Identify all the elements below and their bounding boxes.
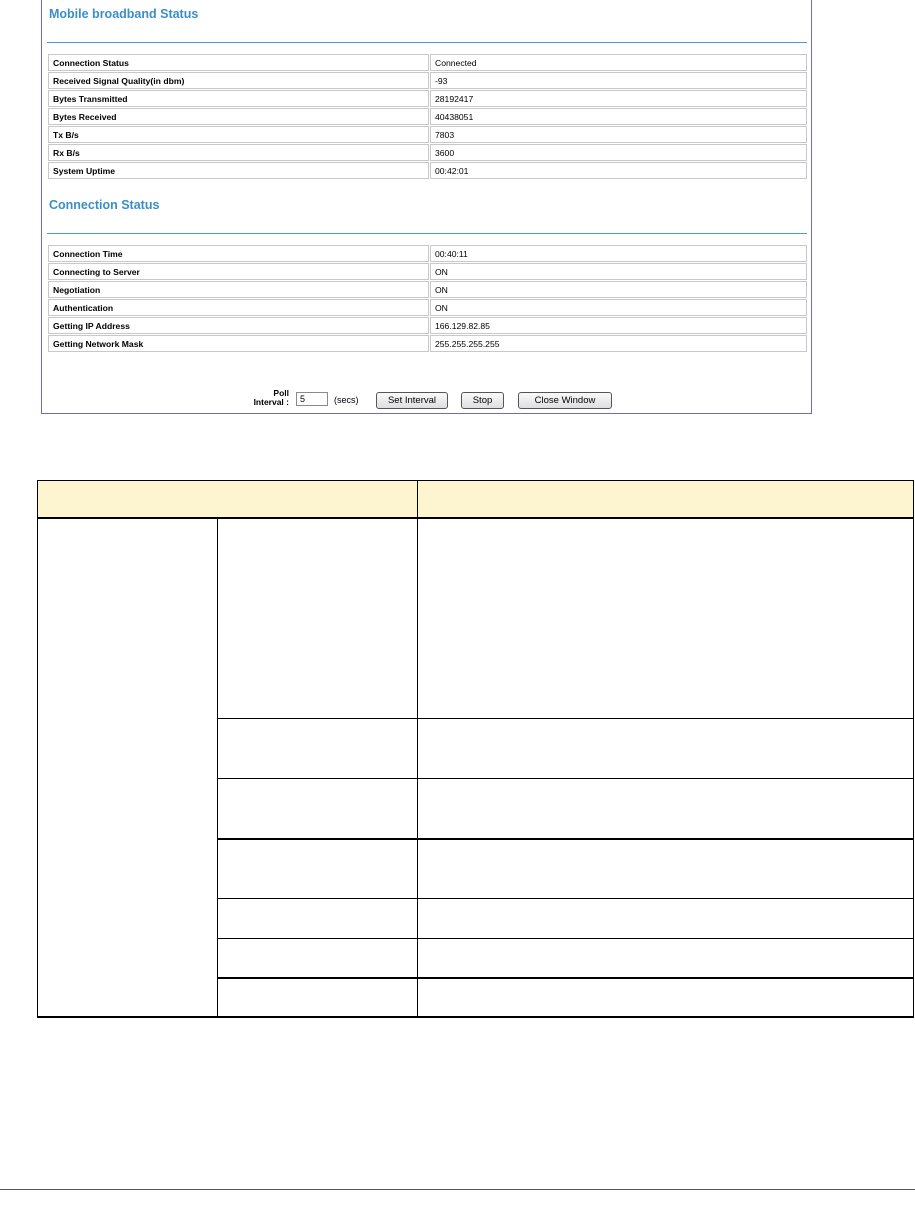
mobile-broadband-table [47, 53, 808, 180]
table-cell [218, 898, 418, 938]
table-cell [218, 518, 418, 718]
table-cell [418, 977, 914, 1017]
row-value: 28192417 [430, 90, 807, 107]
row-value: 7803 [430, 126, 807, 143]
table-row [48, 108, 807, 125]
stop-button[interactable]: Stop [461, 392, 504, 409]
table-row [48, 162, 807, 179]
row-value: ON [430, 263, 807, 280]
poll-label-line2: Interval : [253, 397, 289, 407]
grid-line [217, 518, 218, 1018]
row-label: Getting Network Mask [48, 335, 429, 352]
grid-line [37, 517, 914, 519]
table-row [48, 144, 807, 161]
grid-line [218, 718, 914, 719]
poll-controls [42, 389, 813, 413]
row-label: System Uptime [48, 162, 429, 179]
row-value: 255.255.255.255 [430, 335, 807, 352]
row-label: Connecting to Server [48, 263, 429, 280]
grid-line [218, 838, 914, 840]
table-cell [218, 838, 418, 898]
row-label: Bytes Received [48, 108, 429, 125]
grid-line [37, 480, 914, 481]
footer-divider [0, 1189, 915, 1190]
group-cell [37, 518, 218, 1017]
table-row [48, 90, 807, 107]
grid-line [218, 898, 914, 899]
grid-line [218, 977, 914, 979]
table-row [48, 72, 807, 89]
table-row [48, 335, 807, 352]
row-value: 40438051 [430, 108, 807, 125]
table-row [48, 54, 807, 71]
row-value: ON [430, 281, 807, 298]
row-label: Received Signal Quality(in dbm) [48, 72, 429, 89]
table-cell [218, 718, 418, 778]
poll-unit: (secs) [334, 395, 359, 405]
grid-line [37, 1016, 914, 1018]
poll-interval-input[interactable] [296, 392, 328, 406]
row-label: Getting IP Address [48, 317, 429, 334]
table-cell [218, 778, 418, 838]
row-value: ON [430, 299, 807, 316]
row-value: Connected [430, 54, 807, 71]
table-row [48, 299, 807, 316]
table-cell [418, 518, 914, 718]
table-row [48, 245, 807, 262]
header-cell-setting [37, 480, 418, 518]
header-cell-description [418, 480, 914, 518]
row-value: 3600 [430, 144, 807, 161]
set-interval-button[interactable]: Set Interval [376, 392, 448, 409]
poll-label-line1: Poll [273, 388, 289, 398]
table-cell [218, 938, 418, 977]
table-cell [418, 838, 914, 898]
table-row [48, 317, 807, 334]
description-table [37, 480, 914, 1017]
close-window-button[interactable]: Close Window [518, 392, 612, 409]
mobile-broadband-title: Mobile broadband Status [49, 7, 199, 21]
row-value: 00:42:01 [430, 162, 807, 179]
row-value: -93 [430, 72, 807, 89]
poll-interval-label [247, 389, 289, 407]
grid-line [218, 778, 914, 779]
grid-line [37, 480, 38, 1018]
table-row [48, 263, 807, 280]
row-label: Connection Status [48, 54, 429, 71]
section-divider [47, 42, 807, 43]
table-cell [418, 718, 914, 778]
row-label: Tx B/s [48, 126, 429, 143]
connection-status-table [47, 244, 808, 353]
table-row [48, 126, 807, 143]
grid-line [218, 938, 914, 939]
row-label: Connection Time [48, 245, 429, 262]
row-label: Authentication [48, 299, 429, 316]
connection-status-title: Connection Status [49, 198, 160, 212]
row-label: Bytes Transmitted [48, 90, 429, 107]
status-window [41, 0, 812, 414]
row-label: Negotiation [48, 281, 429, 298]
row-value: 00:40:11 [430, 245, 807, 262]
section-divider [47, 233, 807, 234]
row-value: 166.129.82.85 [430, 317, 807, 334]
table-cell [218, 977, 418, 1017]
table-cell [418, 898, 914, 938]
table-cell [418, 938, 914, 977]
table-cell [418, 778, 914, 838]
row-label: Rx B/s [48, 144, 429, 161]
table-row [48, 281, 807, 298]
